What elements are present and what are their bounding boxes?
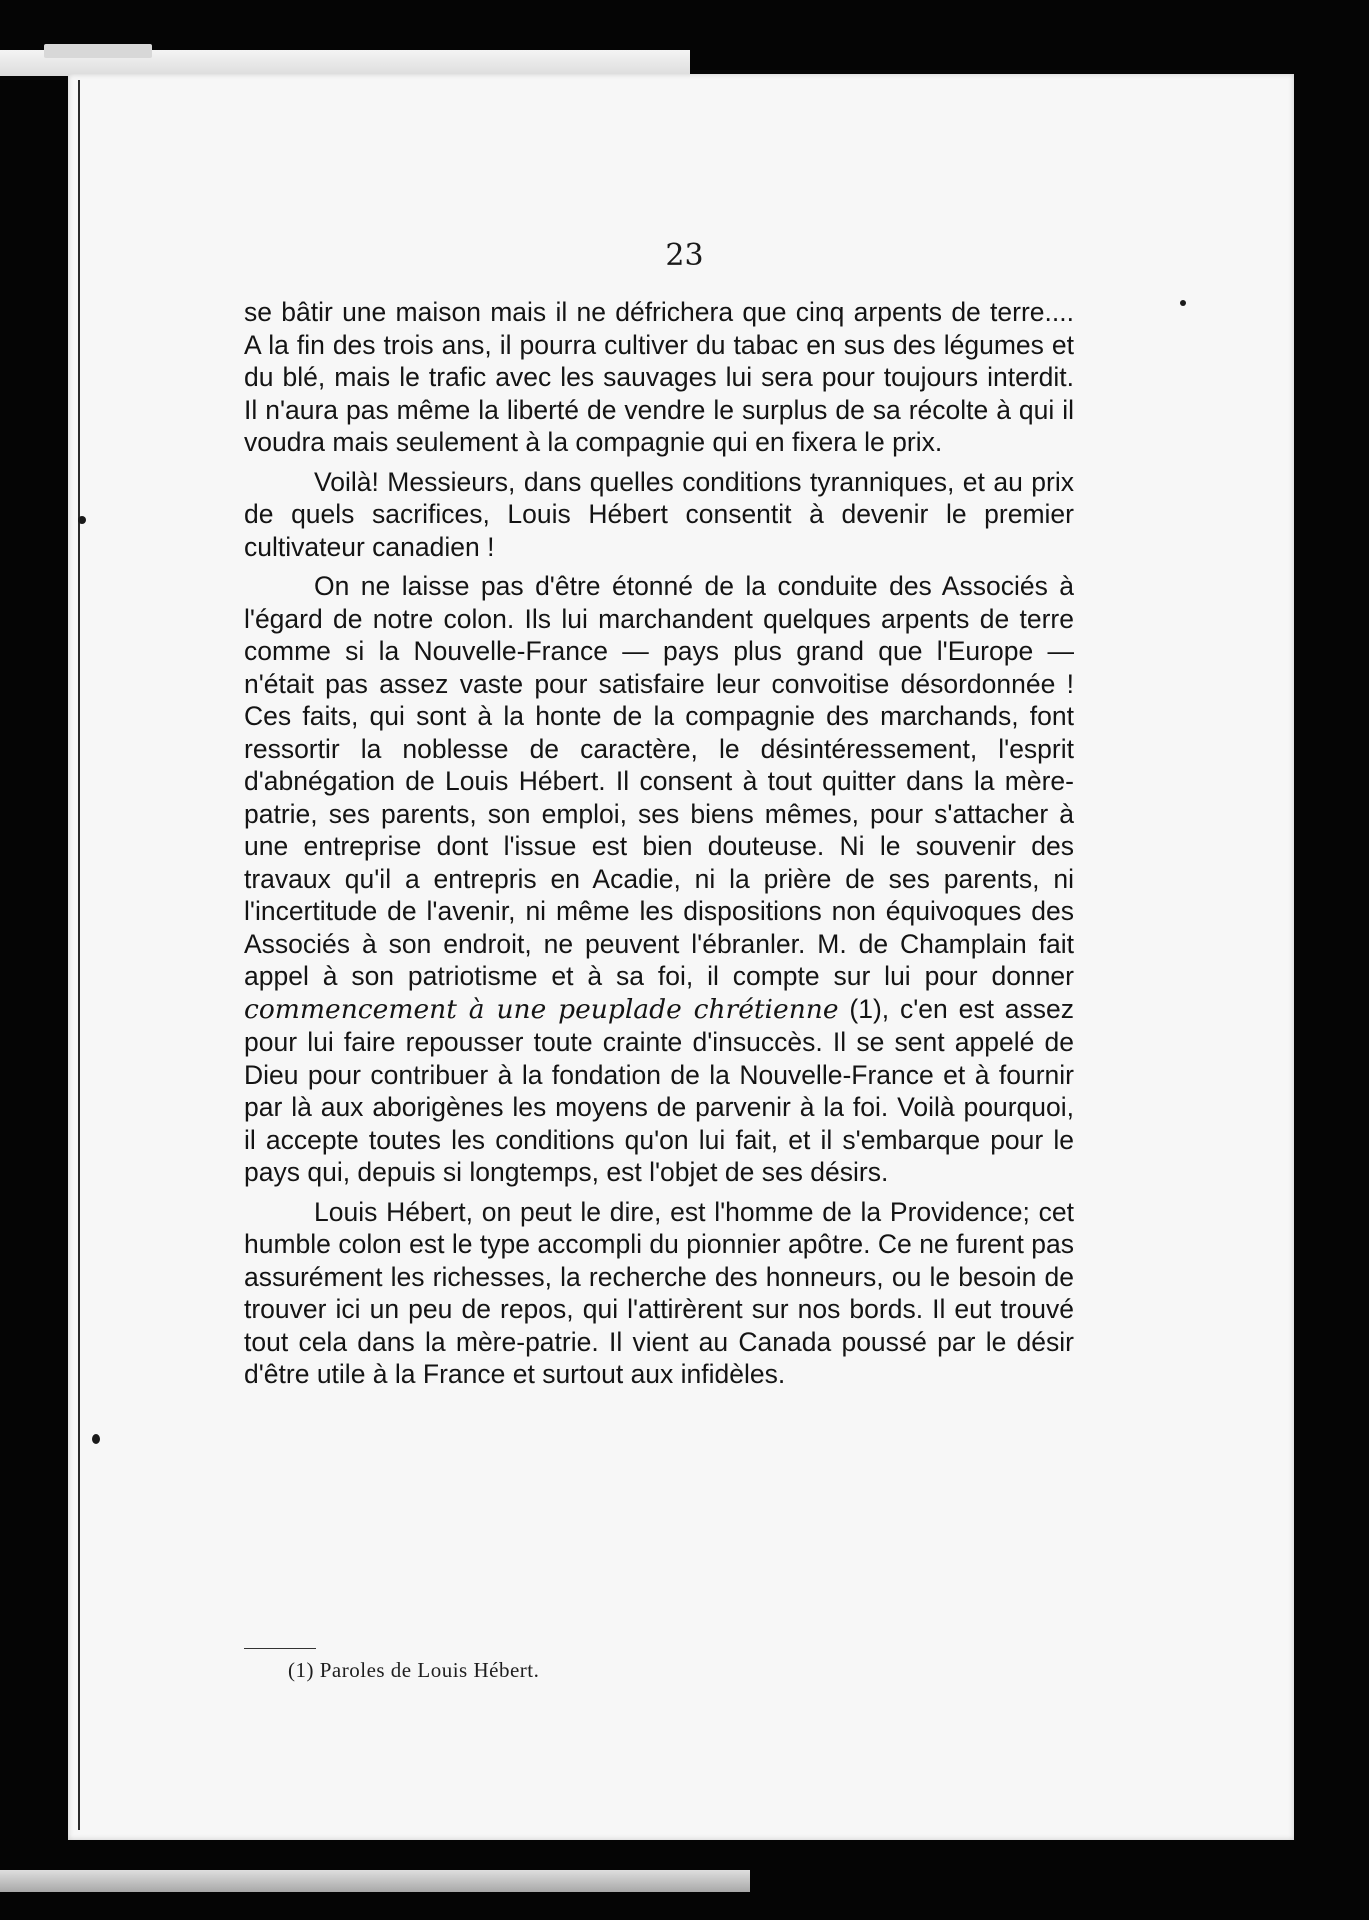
scan-top-strip <box>0 50 690 76</box>
paragraph-text: Voilà! Messieurs, dans quelles conditions tyranniques, et au prix de quels sacrifices, Louis Hébert consentit à devenir le premier cultivateur canadien ! <box>244 466 1074 562</box>
paragraph <box>244 570 1074 1189</box>
page-number: 23 <box>665 238 704 273</box>
scan-bottom-strip <box>0 1870 750 1892</box>
paragraph-text: (1), c'en est assez pour lui faire repousser toute crainte d'insuccès. Il se sent appelé de Dieu pour contribuer à la fondation de la Nouvelle-France et à fournir par là aux aborigènes les moyens de parvenir à la foi. Voilà pourquoi, il accepte toutes les conditions qu'on lui fait, et il s'embarque pour le pays qui, depuis si longtemps, est l'objet de ses désirs. <box>244 993 1074 1187</box>
scan-speck <box>1180 300 1186 306</box>
footnote: (1) Paroles de Louis Hébert. <box>288 1658 540 1682</box>
paragraph-text: Louis Hébert, on peut le dire, est l'homme de la Providence; cet humble colon est le type accompli du pionnier apôtre. Ce ne furent pas assurément les richesses, la recherche des honneurs, ou le besoin de trouver ici un peu de repos, qui l'attirèrent sur nos bords. Il eut trouvé tout cela dans la mère-patrie. Il vient au Canada poussé par le désir d'être utile à la France et surtout aux infidèles. <box>244 1196 1074 1389</box>
scan-speck <box>78 516 86 524</box>
italic-quote: commencement à une peuplade chrétienne <box>244 993 839 1025</box>
body-text <box>244 296 1074 1398</box>
footnote-rule <box>244 1648 316 1649</box>
paragraph <box>244 296 1074 459</box>
scan-tab <box>44 44 152 58</box>
paragraph <box>244 1196 1074 1391</box>
paragraph-text: On ne laisse pas d'être étonné de la conduite des Associés à l'égard de notre colon. Ils lui marchandent quelques arpents de terre comme si la Nouvelle-France — pays plus grand que l'Europe — n'était pas assez vaste pour satisfaire leur convoitise désordonnée ! Ces faits, qui sont à la honte de la compagnie des marchands, font ressortir la noblesse de caractère, le désintéressement, l'esprit d'abnégation de Louis Hébert. Il consent à tout quitter dans la mère-patrie, ses parents, son emploi, ses biens mêmes, pour s'attacher à une entreprise dont l'issue est bien douteuse. Ni le souvenir des travaux qu'il a entrepris en Acadie, ni la prière de ses parents, ni l'incertitude de l'avenir, ni même les dispositions non équivoques des Associés à son endroit, ne peuvent l'ébranler. M. de Champlain fait appel à son patriotisme et à sa foi, il compte sur lui pour donner <box>244 571 1074 991</box>
scan-speck <box>92 1434 100 1444</box>
paragraph-text: se bâtir une maison mais il ne défrichera que cinq arpents de terre.... A la fin des trois ans, il pourra cultiver du tabac en sus des légumes et du blé, mais le trafic avec les sauvages lui sera pour toujours interdit. Il n'aura pas même la liberté de vendre le surplus de sa récolte à qui il voudra mais seulement à la compagnie qui en fixera le prix. <box>244 297 1074 457</box>
binding-line <box>78 80 80 1830</box>
paragraph <box>244 466 1074 564</box>
